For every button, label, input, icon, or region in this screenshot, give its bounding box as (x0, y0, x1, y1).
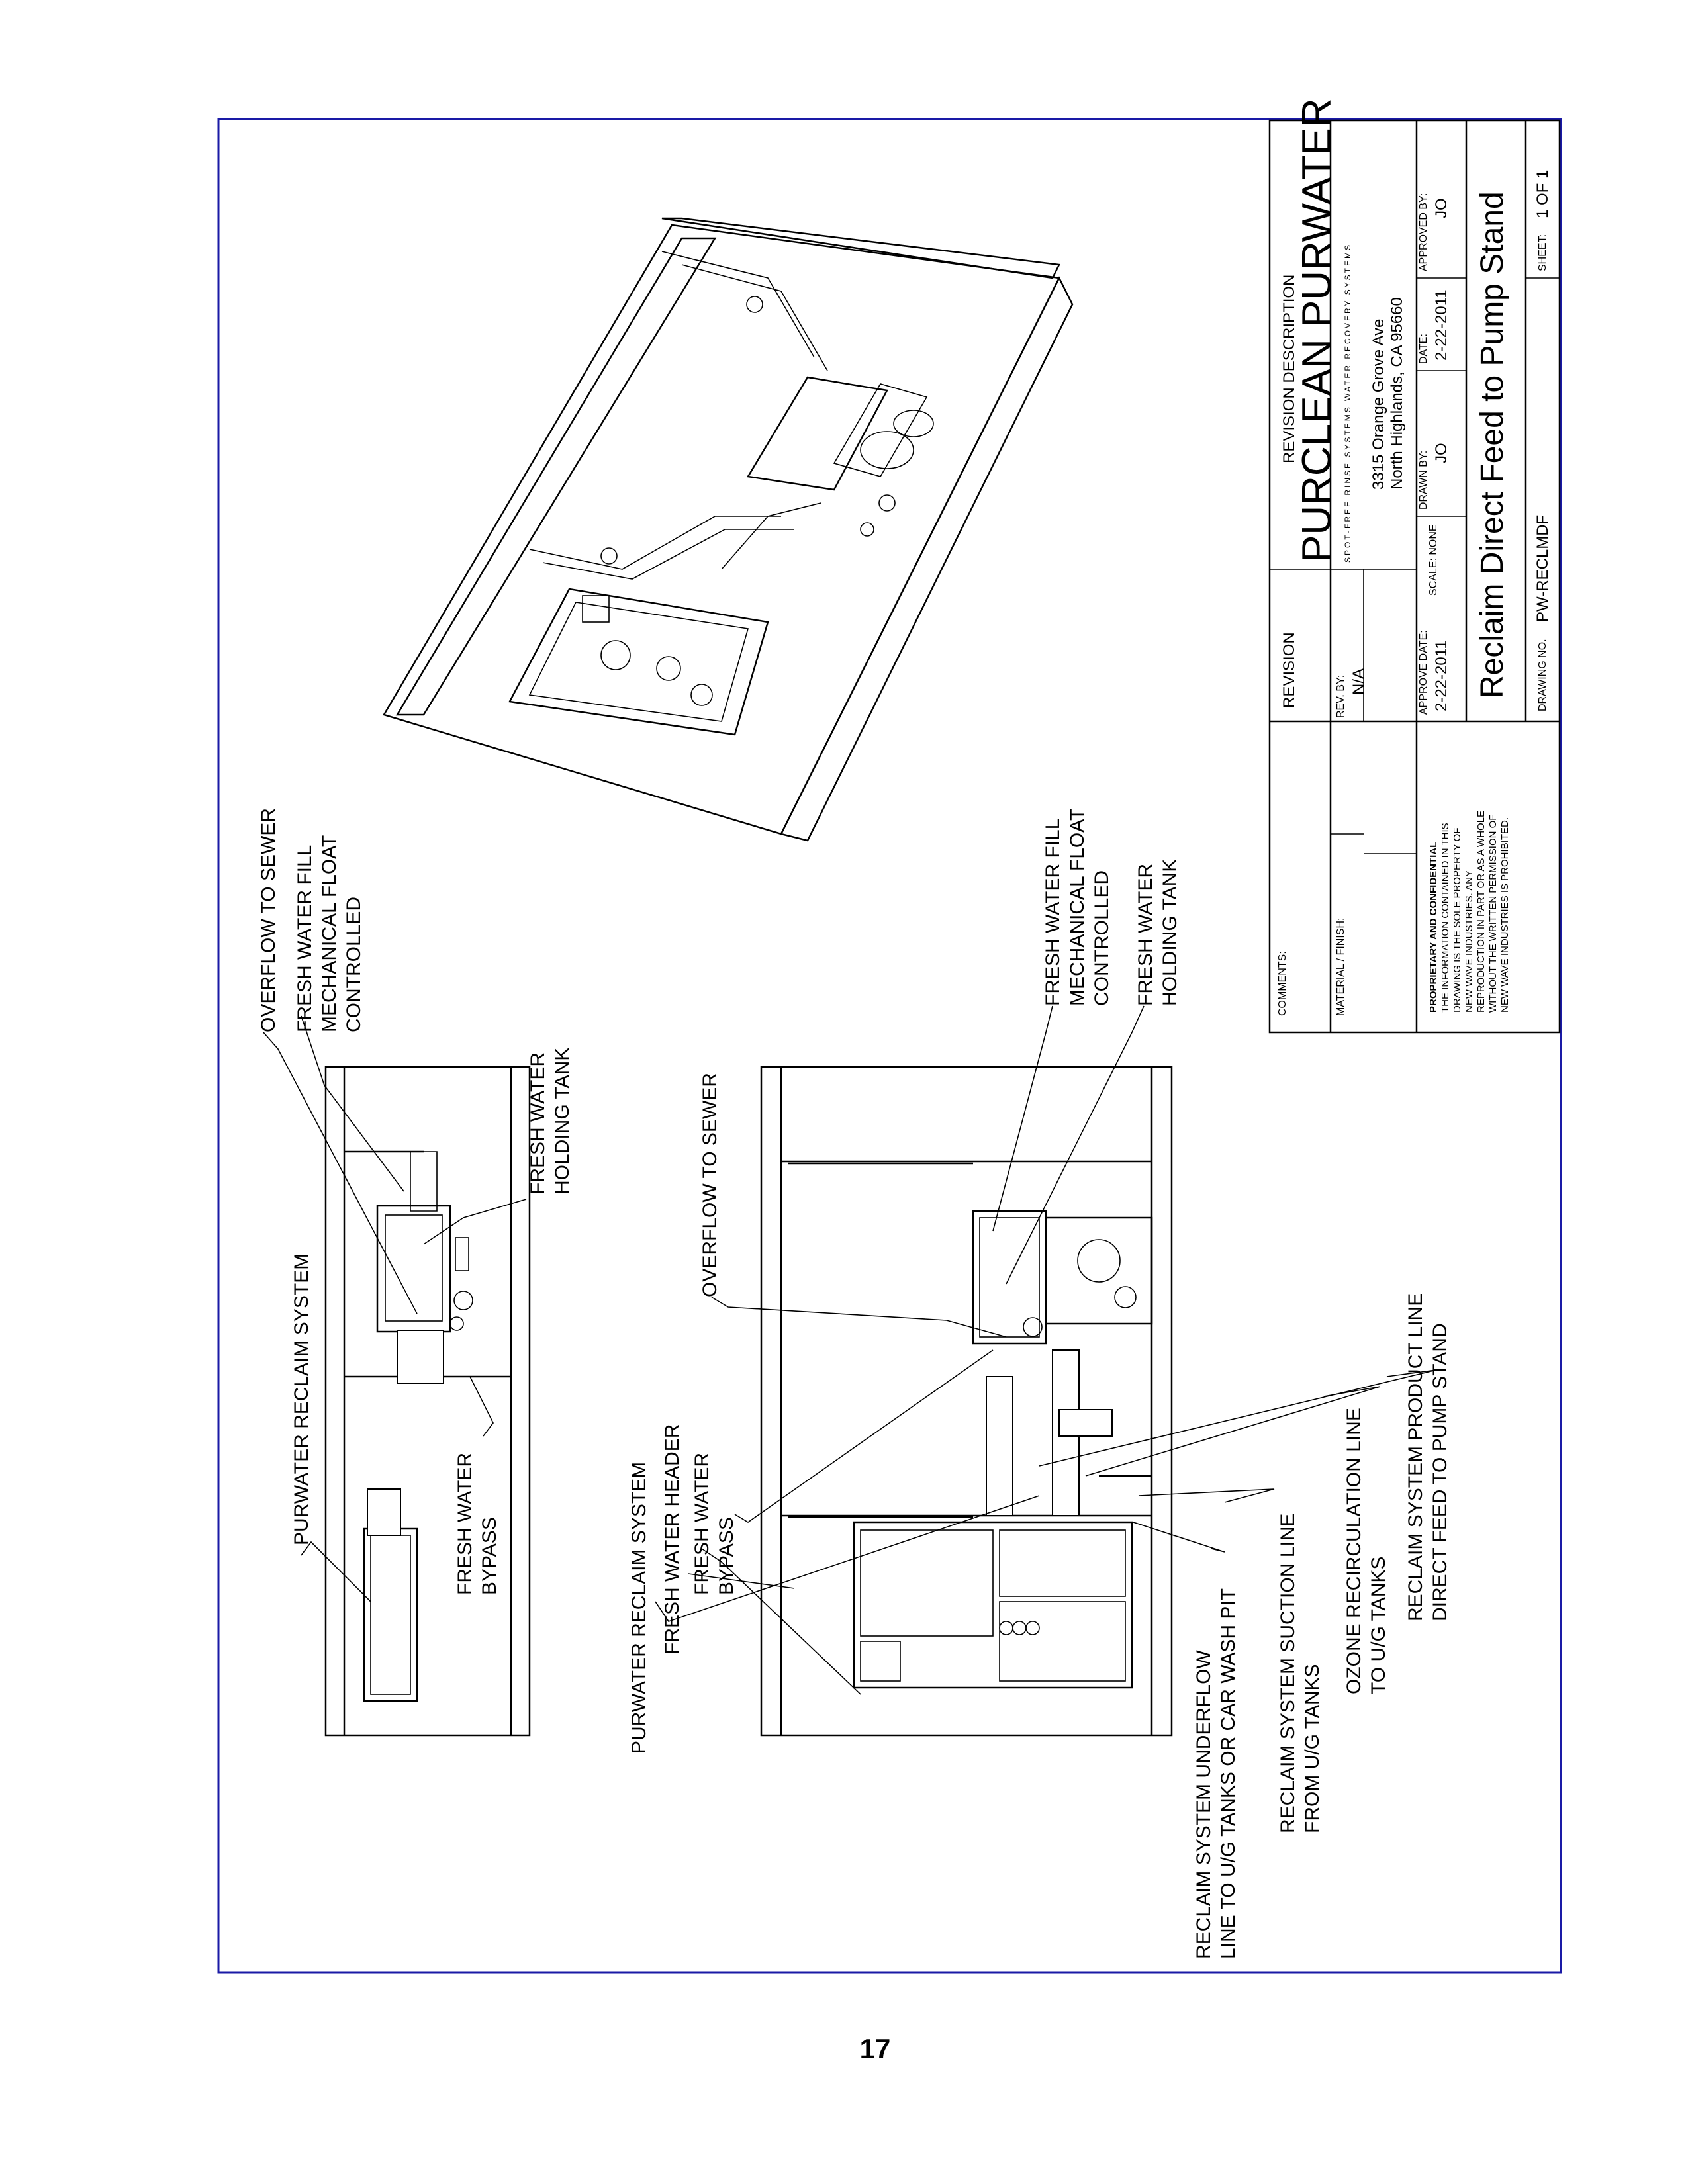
tb-sheet-value: 1 OF 1 (1534, 169, 1552, 218)
note-ozone-1: OZONE RECIRCULATION LINE (1343, 1408, 1365, 1694)
tb-drawn-by-value: JO (1432, 443, 1450, 463)
tb-revision-description-label: REVISION DESCRIPTION (1280, 274, 1298, 463)
tb-date-label: DATE: (1418, 334, 1429, 364)
tb-proprietary-line-6: NEW WAVE INDUSTRIES IS PROHIBITED. (1499, 817, 1511, 1013)
plan-view-bottom (655, 1006, 1436, 1735)
note-suction-2: FROM U/G TANKS (1301, 1664, 1323, 1833)
note-ozone-2: TO U/G TANKS (1368, 1556, 1389, 1694)
label-fresh-water-bypass-bottom-2: BYPASS (716, 1517, 737, 1595)
label-purwater-reclaim-bottom: PURWATER RECLAIM SYSTEM (628, 1461, 650, 1754)
tb-revision-label: REVISION (1280, 632, 1298, 708)
label-fresh-water-bypass-top-1: FRESH WATER (454, 1453, 476, 1595)
tb-approve-date-value: 2-22-2011 (1432, 640, 1450, 711)
note-underflow-1: RECLAIM SYSTEM UNDERFLOW (1193, 1650, 1215, 1959)
note-underflow-2: LINE TO U/G TANKS OR CAR WASH PIT (1217, 1588, 1239, 1959)
label-fresh-water-fill-bottom-3: CONTROLLED (1091, 870, 1113, 1006)
label-overflow-to-sewer-bottom: OVERFLOW TO SEWER (699, 1073, 721, 1297)
tb-rev-by-label: REV. BY: (1335, 674, 1346, 718)
note-suction-1: RECLAIM SYSTEM SUCTION LINE (1277, 1513, 1299, 1833)
page-number: 17 (859, 2033, 891, 2064)
rotated-drawing (263, 218, 1436, 1735)
label-fresh-water-fill-bottom-1: FRESH WATER FILL (1042, 818, 1064, 1006)
tb-material-label: MATERIAL / FINISH: (1335, 917, 1346, 1016)
note-product-1: RECLAIM SYSTEM PRODUCT LINE (1405, 1293, 1427, 1621)
legend-notes (1193, 1293, 1451, 1959)
tb-proprietary-line-5: WITHOUT THE WRITTEN PERMISSION OF (1487, 814, 1499, 1013)
tb-proprietary-heading: PROPRIETARY AND CONFIDENTIAL (1428, 841, 1439, 1013)
tb-proprietary-line-3: NEW WAVE INDUSTRIES. ANY (1464, 870, 1475, 1013)
label-fresh-water-bypass-top-2: BYPASS (479, 1517, 500, 1595)
title-block (1270, 98, 1560, 1032)
tb-rev-by-value: N/A (1350, 668, 1368, 695)
label-holding-tank-top-2: HOLDING TANK (551, 1047, 573, 1195)
tb-proprietary-line-4: REPRODUCTION IN PART OR AS A WHOLE (1476, 810, 1487, 1013)
label-purwater-reclaim-top: PURWATER RECLAIM SYSTEM (291, 1253, 312, 1545)
tb-sheet-label: SHEET: (1537, 234, 1548, 271)
tb-drawing-no-label: DRAWING NO. (1537, 639, 1548, 711)
label-overflow-to-sewer-top: OVERFLOW TO SEWER (258, 808, 279, 1032)
tb-approved-by-value: JO (1432, 198, 1450, 218)
tb-proprietary-line-2: DRAWING IS THE SOLE PROPERTY OF (1452, 827, 1463, 1013)
label-fresh-water-header: FRESH WATER HEADER (661, 1424, 683, 1655)
tb-brand-logo: PURCLEAN PURWATER (1294, 98, 1340, 563)
labels-plan-top (258, 808, 573, 1595)
tb-scale-label: SCALE: NONE (1428, 524, 1439, 596)
tb-drawing-title: Reclaim Direct Feed to Pump Stand (1475, 191, 1510, 698)
note-product-2: DIRECT FEED TO PUMP STAND (1429, 1323, 1451, 1621)
label-fresh-water-bypass-bottom-1: FRESH WATER (691, 1453, 713, 1595)
labels-plan-bottom (628, 809, 1181, 1754)
tb-proprietary-line-1: THE INFORMATION CONTAINED IN THIS (1440, 823, 1451, 1013)
tb-approved-by-label: APPROVED BY: (1418, 193, 1429, 271)
isometric-view (384, 218, 1072, 841)
tb-brand-tagline: SPOT-FREE RINSE SYSTEMS WATER RECOVERY SYSTEMS (1343, 243, 1352, 563)
tb-address-1: 3315 Orange Grove Ave (1370, 318, 1387, 490)
label-holding-tank-top-1: FRESH WATER (527, 1052, 549, 1195)
tb-drawn-by-label: DRAWN BY: (1418, 450, 1429, 510)
label-fresh-water-fill-top-3: CONTROLLED (343, 896, 365, 1032)
label-fresh-water-fill-bottom-2: MECHANICAL FLOAT (1066, 808, 1088, 1006)
tb-comments-label: COMMENTS: (1277, 951, 1288, 1016)
tb-drawing-no-value: PW-RECLMDF (1534, 514, 1552, 622)
tb-address-2: North Highlands, CA 95660 (1388, 297, 1406, 490)
label-fresh-water-fill-top-2: MECHANICAL FLOAT (318, 835, 340, 1032)
label-fresh-water-fill-top-1: FRESH WATER FILL (294, 844, 316, 1032)
label-holding-tank-bottom-1: FRESH WATER (1135, 864, 1156, 1006)
tb-approve-date-label: APPROVE DATE: (1418, 630, 1429, 715)
tb-date-value: 2-22-2011 (1432, 289, 1450, 361)
label-holding-tank-bottom-2: HOLDING TANK (1159, 858, 1181, 1006)
